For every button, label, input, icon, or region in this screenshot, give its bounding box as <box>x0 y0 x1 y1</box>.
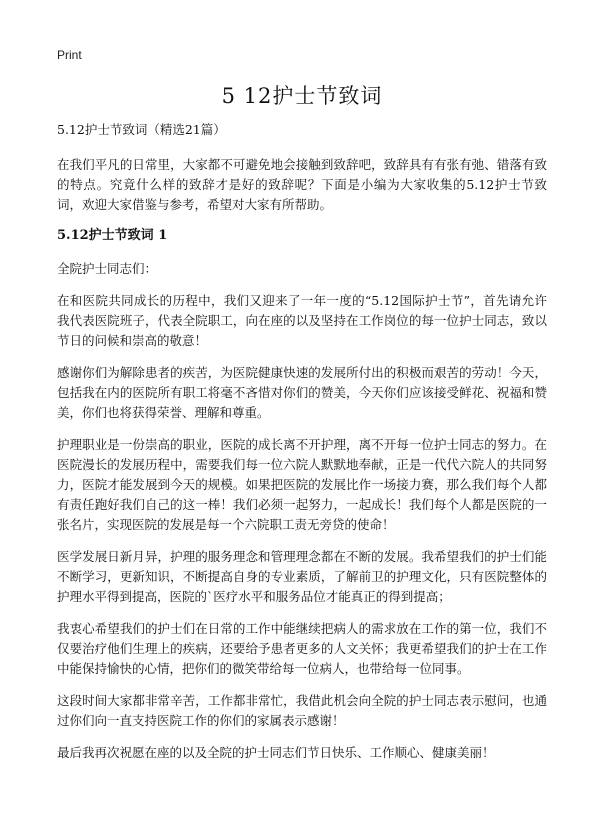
body-paragraph: 护理职业是一份崇高的职业，医院的成长离不开护理，离不开每一位护士同志的努力。在医院漫长的发展历程中，需要我们每一位六院人默默地奉献，正是一代代六院人的共同努力，医院才能发展到今天的规模。如果把医院的发展比作一场接力赛，那么我们每个人都有责任跑好我们自己的这一棒！我们必须一起努力，一起成长！我们每个人都是医院的一张名片，实现医院的发展是每一个六院职工责无旁贷的使命！ <box>57 437 547 532</box>
body-paragraph: 感谢你们为解除患者的疾苦，为医院健康快速的发展所付出的积极而艰苦的劳动！今天，包括我在内的医院所有职工将毫不吝惜对你们的赞美，今天你们应该接受鲜花、祝福和赞美，你们也将获得荣誉、理解和尊重。 <box>57 365 547 420</box>
body-paragraph: 最后我再次祝愿在座的以及全院的护士同志们节日快乐、工作顺心、健康美丽！ <box>57 745 495 760</box>
document-content <box>57 121 547 775</box>
body-paragraph: 医学发展日新月异，护理的服务理念和管理理念都在不断的发展。我希望我们的护士们能不断学习，更新知识，不断提高自身的专业素质，了解前卫的护理文化，只有医院整体的护理水平得到提高，医院的`医疗水平和服务品位才能真正的得到提高； <box>57 549 547 604</box>
body-paragraph: 在和医院共同成长的历程中，我们又迎来了一年一度的“5.12国际护士节”，首先请允许我代表医院班子，代表全院职工，向在座的以及坚持在工作岗位的每一位护士同志，致以节日的问候和崇高的敬意！ <box>57 293 547 348</box>
section-heading: 5.12护士节致词 1 <box>57 228 168 243</box>
page-title: 5 12护士节致词 <box>221 84 383 108</box>
intro-paragraph: 在我们平凡的日常里，大家都不可避免地会接触到致辞吧，致辞具有有张有弛、错落有致的特点。究竟什么样的致辞才是好的致辞呢？下面是小编为大家收集的5.12护士节致词，欢迎大家借鉴与参考，希望对大家有所帮助。 <box>57 157 547 212</box>
document-subtitle: 5.12护士节致词（精选21篇） <box>57 122 226 137</box>
greeting-paragraph: 全院护士同志们： <box>57 261 158 276</box>
print-link[interactable]: Print <box>57 48 82 62</box>
body-paragraph: 这段时间大家都非常辛苦，工作都非常忙，我借此机会向全院的护士同志表示慰问，也通过你们向一直支持医院工作的你们的家属表示感谢！ <box>57 693 547 728</box>
body-paragraph: 我衷心希望我们的护士们在日常的工作中能继续把病人的需求放在工作的第一位，我们不仅要治疗他们生理上的疾病，还要给予患者更多的人文关怀；我更希望我们的护士在工作中能保持愉快的心情，把你们的微笑带给每一位病人，也带给每一位同事。 <box>57 621 547 676</box>
